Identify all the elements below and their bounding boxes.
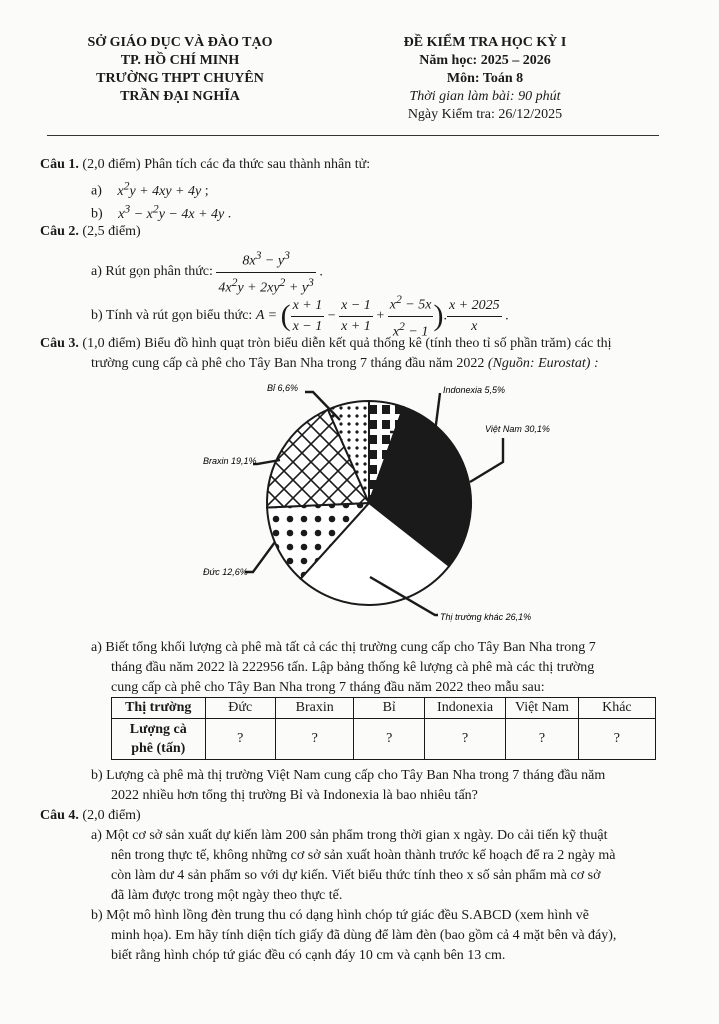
subject: Môn: Toán 8	[446, 71, 524, 86]
q1-intro: (2,0 điểm) Phân tích các đa thức sau thành nhân tử:	[82, 157, 371, 172]
question-2: Câu 2. (2,5 điểm)	[40, 224, 141, 239]
q4-part-a-line-2: nên trong thực tế, không những cơ sở sản xuất hoàn thành trước kế hoạch để ra 2 ngày mà	[111, 848, 616, 863]
table-header-cell: Khác	[578, 698, 655, 719]
header-right	[370, 34, 600, 124]
table-row-label: Lượng cà phê (tấn)	[112, 719, 206, 760]
pie-slice-label: Bỉ 6,6%	[267, 383, 299, 393]
table-header-cell: Bỉ	[354, 698, 425, 719]
table-row	[112, 719, 656, 760]
table-cell: ?	[578, 719, 655, 760]
table-header-cell: Thị trường	[112, 698, 206, 719]
statistics-table	[111, 697, 656, 760]
exam-title: ĐỀ KIỂM TRA HỌC KỲ I	[403, 35, 567, 50]
q4-part-a-line-3: còn làm dư 4 sản phẩm so với dự kiến. Viết biểu thức tính theo x số sản phẩm mà cơ sở	[111, 868, 601, 883]
q4-part-b-line-3: biết rằng hình chóp tứ giác đều có cạnh đáy 10 cm và cạnh bên 13 cm.	[111, 948, 506, 963]
q3-part-b-line-1: b) Lượng cà phê mà thị trường Việt Nam cung cấp cho Tây Ban Nha trong 7 tháng đầu năm	[91, 768, 606, 783]
q1-label: Câu 1.	[40, 157, 79, 172]
table-header-cell: Đức	[205, 698, 275, 719]
q4-part-b-line-1: b) Một mô hình lồng đèn trung thu có dạng hình chóp tứ giác đều S.ABCD (xem hình vẽ	[91, 908, 589, 923]
department-name: SỞ GIÁO DỤC VÀ ĐÀO TẠO	[87, 35, 273, 50]
school-year: Năm học: 2025 – 2026	[419, 53, 551, 68]
q4-part-a-line-1: a) Một cơ sở sản xuất dự kiến làm 200 sản phẩm trong thời gian x ngày. Do cải tiến kỹ thuật	[91, 828, 608, 843]
question-1	[40, 155, 370, 175]
pie-slice-label: Thị trường khác 26,1%	[440, 612, 532, 622]
pie-leader-line	[470, 438, 503, 482]
table-header-cell: Việt Nam	[506, 698, 579, 719]
table-header-cell: Braxin	[275, 698, 354, 719]
q3-part-b-line-2: 2022 nhiều hơn tổng thị trường Bỉ và Indonexia là bao nhiêu tấn?	[111, 788, 478, 803]
table-cell: ?	[424, 719, 505, 760]
q2-part-a: a) Rút gọn phân thức: $\frac{8x^3 - y^3}{4x^2y + 2xy^2 + y^3}$ .	[91, 246, 323, 298]
q3-intro-line-2: trường cung cấp cà phê cho Tây Ban Nha trong 7 tháng đầu năm 2022 (Nguồn: Eurostat) :	[91, 356, 599, 371]
q4-part-a-line-4: đã làm được trong một ngày theo thực tế.	[111, 888, 343, 903]
pie-chart	[185, 372, 565, 627]
pie-slice-label: Indonexia 5,5%	[443, 385, 506, 395]
table-header-row	[112, 698, 656, 719]
pie-leader-line	[245, 542, 275, 572]
pie-slice-label: Đức 12,6%	[203, 567, 248, 577]
table-cell: ?	[275, 719, 354, 760]
q1-part-b: b) $x^3 - x^2y - 4x + 4y$ .	[91, 202, 232, 222]
header-divider	[47, 135, 659, 136]
table-cell: ?	[506, 719, 579, 760]
question-3: Câu 3. (1,0 điểm) Biểu đồ hình quạt tròn biểu diễn kết quả thống kê (tính theo tỉ số phần trăm) các thị	[40, 336, 612, 351]
q3-part-a-line-2: tháng đầu năm 2022 là 222956 tấn. Lập bảng thống kê lượng cà phê mà các thị trường	[111, 660, 595, 675]
question-4: Câu 4. (2,0 điểm)	[40, 808, 141, 823]
city-name: TP. HỒ CHÍ MINH	[120, 53, 240, 68]
duration: Thời gian làm bài: 90 phút	[409, 89, 561, 104]
table-header-cell: Indonexia	[424, 698, 505, 719]
exam-date: Ngày Kiểm tra: 26/12/2025	[407, 107, 563, 122]
q1-part-a: a) $x^2y + 4xy + 4y$ ;	[91, 179, 209, 199]
table-cell: ?	[354, 719, 425, 760]
q2-part-b: b) Tính và rút gọn biểu thức: A = ( $\frac{x + 1}{x - 1}$ − $\frac{x - 1}{x + 1}$ + $\frac{x^2 - 5x}{x^2 - 1}$ ). $\frac{x + 2025}{x}$ .	[91, 290, 509, 342]
school-name-2: TRẦN ĐẠI NGHĨA	[120, 89, 240, 104]
school-name-1: TRƯỜNG THPT CHUYÊN	[96, 71, 264, 86]
table-cell: ?	[205, 719, 275, 760]
pie-slice-label: Việt Nam 30,1%	[485, 424, 550, 434]
chart-source: (Nguồn: Eurostat) :	[487, 356, 599, 371]
q3-part-a-line-1: a) Biết tổng khối lượng cà phê mà tất cả các thị trường cung cấp cho Tây Ban Nha trong 7	[91, 640, 596, 655]
pie-slice-label: Braxin 19,1%	[203, 456, 257, 466]
q4-part-b-line-2: minh họa). Em hãy tính diện tích giấy đã dùng để làm đèn (bao gồm cả 4 mặt bên và đáy),	[111, 928, 617, 943]
header-left	[60, 34, 300, 106]
q3-part-a-line-3: cung cấp cà phê cho Tây Ban Nha trong 7 tháng đầu năm 2022 theo mẫu sau:	[111, 680, 545, 695]
